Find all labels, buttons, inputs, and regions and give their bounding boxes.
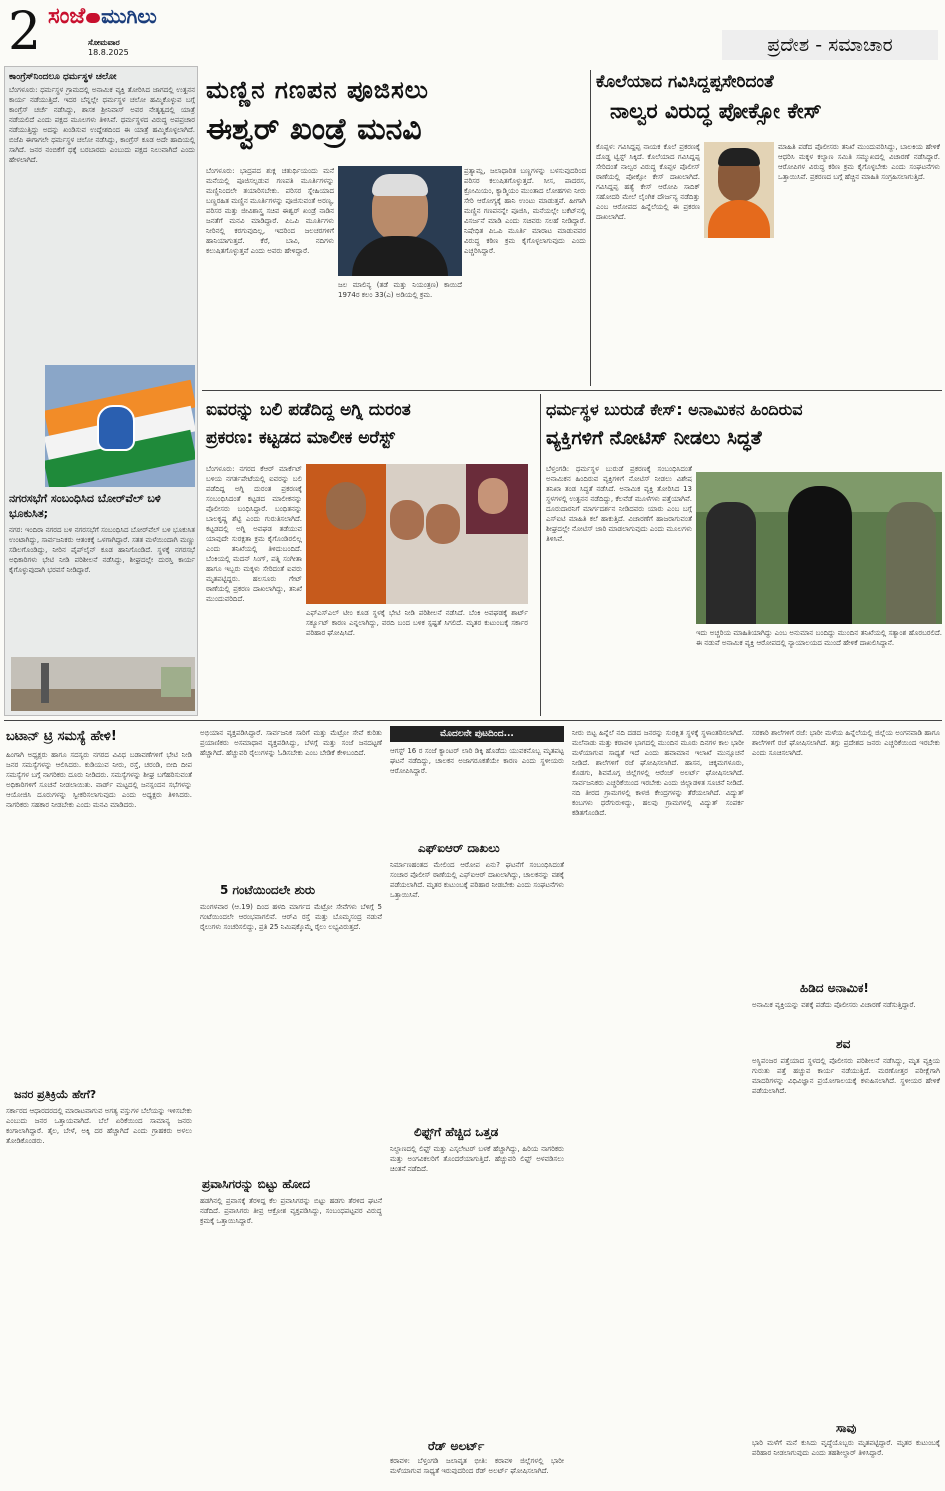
- subhead-tourists-left: ಪ್ರವಾಸಿಗರನ್ನು ಬಿಟ್ಟು ಹೋದ: [202, 1177, 311, 1191]
- headline-fire-line1: ಐವರನ್ನು ಬಲಿ ಪಡೆದಿದ್ದ ಅಗ್ನಿ ದುರಂತ: [206, 400, 411, 420]
- story-pocso-body-right: ಮಾಹಿತಿ ಪಡೆದ ಪೊಲೀಸರು ತನಿಖೆ ಮುಂದುವರಿಸಿದ್ದು, ಬಾಲಕಿಯ ಹೇಳಿಕೆ ಆಧರಿಸಿ ಮಕ್ಕಳ ಕಲ್ಯಾಣ ಸಮಿತಿ ಸಮ್ಮುಖದಲ್ಲಿ ವಿಚಾರಣೆ ನಡೆಸಿದ್ದಾರೆ. ಆರೋಪಿಗಳ ವಿರುದ್ಧ ಕಠಿಣ ಕ್ರಮ ಕೈಗೊಳ್ಳಬೇಕು ಎಂದು ಸಂಘಟನೆಗಳು ಒತ್ತಾಯಿಸಿವೆ. ಪ್ರಕರಣದ ಬಗ್ಗೆ ಹೆಚ್ಚಿನ ಮಾಹಿತಿ ಸಂಗ್ರಹಿಸಲಾಗುತ್ತಿದೆ.: [778, 143, 940, 181]
- story-lift-body: ನಿಲ್ದಾಣದಲ್ಲಿ ಲಿಫ್ಟ್ ಮತ್ತು ಎಸ್ಕಲೇಟರ್ ಬಳಕೆ ಹೆಚ್ಚಾಗಿದ್ದು, ಹಿರಿಯ ನಾಗರಿಕರು ಮತ್ತು ಅಂಗವಿಕಲರಿಗೆ ತೊಂದರೆಯಾಗುತ್ತಿದೆ. ಹೆಚ್ಚುವರಿ ಲಿಫ್ಟ್ ಅಳವಡಿಸಲು ಚಿಂತನೆ ನಡೆದಿದೆ.: [390, 1145, 564, 1173]
- headline-fire-line2: ಪ್ರಕರಣ: ಕಟ್ಟಡದ ಮಾಲೀಕ ಅರೆಸ್ಟ್: [206, 428, 395, 448]
- story-rain-body: ನೀರು ಬಿಟ್ಟ ಹಿನ್ನೆಲೆ ನದಿ ದಡದ ಜನರನ್ನು ಸುರಕ್ಷಿತ ಸ್ಥಳಕ್ಕೆ ಸ್ಥಳಾಂತರಿಸಲಾಗಿದೆ. ಮಲೆನಾಡು ಮತ್ತು ಕರಾವಳಿ ಭಾಗದಲ್ಲಿ ಮುಂದಿನ ಮೂರು ದಿನಗಳ ಕಾಲ ಭಾರೀ ಮಳೆಯಾಗುವ ಸಾಧ್ಯತೆ ಇದೆ ಎಂದು ಹವಾಮಾನ ಇಲಾಖೆ ಮುನ್ಸೂಚನೆ ನೀಡಿದೆ. ಶಾಲೆಗಳಿಗೆ ರಜೆ ಘೋಷಿಸಲಾಗಿದೆ. ಹಾಸನ, ಚಿಕ್ಕಮಗಳೂರು, ಕೊಡಗು, ಶಿವಮೊಗ್ಗ ಜಿಲ್ಲೆಗಳಲ್ಲಿ ಆರೆಂಜ್ ಅಲರ್ಟ್ ಘೋಷಿಸಲಾಗಿದೆ. ಸಾರ್ವಜನಿಕರು ಎಚ್ಚರಿಕೆಯಿಂದ ಇರಬೇಕು ಎಂದು ಜಿಲ್ಲಾಡಳಿತ ಸೂಚನೆ ನೀಡಿದೆ. ನದಿ ತೀರದ ಗ್ರಾಮಗಳಲ್ಲಿ ಕಾಳಜಿ ಕೇಂದ್ರಗಳನ್ನು ತೆರೆಯಲಾಗಿದೆ. ವಿದ್ಯುತ್ ಕಂಬಗಳು ಧರೆಗುರುಳಿದ್ದು, ಹಲವು ಗ್ರಾಮಗಳಲ್ಲಿ ವಿದ್ಯುತ್ ಸಂಪರ್ಕ ಕಡಿತಗೊಂಡಿದೆ.: [572, 729, 744, 817]
- headline-congress-chalo: ಕಾಂಗ್ರೆಸ್‌ನಿಂದಲೂ ಧರ್ಮಸ್ಥಳ ಚಲೋ: [9, 72, 117, 82]
- subhead-fir: ಎಫ್‌ಐಆರ್ ದಾಖಲು: [418, 841, 500, 855]
- story-fire-tragedy: [202, 394, 538, 716]
- story-skull-body-cont: ಇದು ಅಚ್ಚರಿಯ ಮಾಹಿತಿಯಾಗಿದ್ದು ಎಂಬ ಅನುಮಾನ ಬಂದಿದ್ದು ಮುಂದಿನ ತನಿಖೆಯಲ್ಲಿ ಸತ್ಯಾಂಶ ಹೊರಬರಲಿದೆ. ಈ ನಡುವೆ ಅನಾಮಿಕ ವ್ಯಕ್ತಿ ಆರೋಪದಲ್ಲಿ ನ್ಯಾಯಾಲಯದ ಮುಂದೆ ಹೇಳಿಕೆ ದಾಖಲಿಸಿದ್ದಾನೆ.: [696, 629, 942, 647]
- story-pocso-body-left: ಕೊಪ್ಪಳ: ಗವಿಸಿದ್ದಪ್ಪ ನಾಯಕ ಕೊಲೆ ಪ್ರಕರಣಕ್ಕೆ ದೊಡ್ಡ ಟ್ವಿಸ್ಟ್ ಸಿಕ್ಕಿದೆ. ಕೊಲೆಯಾದ ಗವಿಸಿದ್ದಪ್ಪ ಸೇರಿದಂತೆ ನಾಲ್ವರ ವಿರುದ್ಧ ಕೊಪ್ಪಳ ಪೊಲೀಸ್ ಠಾಣೆಯಲ್ಲಿ ಪೋಕ್ಸೋ ಕೇಸ್ ದಾಖಲಾಗಿದೆ. ಗವಿಸಿದ್ದಪ್ಪ ಹತ್ಯೆ ಕೇಸ್ ಆರೋಪಿ ಸಾದಿಕ್ ಸಹೋದರಿ ಮೇಲೆ ಲೈಂಗಿಕ ದೌರ್ಜನ್ಯ ನಡೆದಿತ್ತು ಎಂಬ ಆರೋಪದ ಹಿನ್ನೆಲೆಯಲ್ಲಿ ಈ ಪ್ರಕರಣ ದಾಖಲಾಗಿದೆ.: [596, 143, 700, 221]
- headline-pocso-line1: ಕೊಲೆಯಾದ ಗವಿಸಿದ್ದಪ್ಪಸೇರಿದಂತೆ: [596, 72, 774, 92]
- subhead-body: ಶವ: [836, 1037, 851, 1051]
- story-borewell: ನಗರ: ಇಂದಿರಾ ನಗರದ ಬಳಿ ನಗರಸಭೆಗೆ ಸಂಬಂಧಿಸಿದ ಬೋರ್‌ವೆಲ್ ಬಳಿ ಭೂಕುಸಿತ ಉಂಟಾಗಿದ್ದು, ಸಾರ್ವಜನಿಕರು ಆತಂಕಕ್ಕೆ ಒಳಗಾಗಿದ್ದಾರೆ. ಸತತ ಮಳೆಯಿಂದಾಗಿ ಮಣ್ಣು ಸಡಿಲಗೊಂಡಿದ್ದು, ನೀರಿನ ಪೈಪ್‌ಲೈನ್ ಕೂಡ ಹಾನಿಗೊಂಡಿದೆ. ಸ್ಥಳಕ್ಕೆ ನಗರಸಭೆ ಅಧಿಕಾರಿಗಳು ಭೇಟಿ ನೀಡಿ ಪರಿಶೀಲನೆ ನಡೆಸಿದ್ದು, ಶೀಘ್ರದಲ್ಲೇ ದುರಸ್ತಿ ಕಾರ್ಯ ಕೈಗೊಳ್ಳುವುದಾಗಿ ಭರವಸೆ ನೀಡಿದ್ದಾರೆ.: [9, 526, 195, 574]
- bottom-divider: [4, 720, 942, 721]
- subhead-red-alert: ರೆಡ್ ಅಲರ್ಟ್: [428, 1439, 485, 1453]
- issue-date: 18.8.2025: [88, 48, 129, 57]
- page-number: 2: [8, 2, 42, 62]
- headline-clay-ganesha-line2: ಈಶ್ವರ್ ಖಂಡ್ರೆ ಮನವಿ: [206, 112, 422, 147]
- headline-problem: ಬಟಾನ್ ಟ್ರಿ ಸಮಸ್ಯೆ ಹೇಳಿ!: [6, 729, 117, 744]
- masthead: [0, 0, 945, 68]
- brand-name-part1: ಸಂಜೆ: [48, 4, 86, 29]
- story-fire-body: ಬೆಂಗಳೂರು: ನಗರದ ಕೆಆರ್ ಮಾರ್ಕೆಟ್ ಬಳಿಯ ನಗರ್ತಪೇಟೆಯಲ್ಲಿ ಐವರನ್ನು ಬಲಿ ಪಡೆದಿದ್ದ ಅಗ್ನಿ ದುರಂತ ಪ್ರಕರಣಕ್ಕೆ ಸಂಬಂಧಿಸಿದಂತೆ ಕಟ್ಟಡದ ಮಾಲೀಕನನ್ನು ಪೊಲೀಸರು ಬಂಧಿಸಿದ್ದಾರೆ. ಬಂಧಿತನನ್ನು ಬಾಲಕೃಷ್ಣ ಶೆಟ್ಟಿ ಎಂದು ಗುರುತಿಸಲಾಗಿದೆ. ಕಟ್ಟಡದಲ್ಲಿ ಅಗ್ನಿ ಅವಘಡ ತಡೆಯುವ ಯಾವುದೇ ಸುರಕ್ಷತಾ ಕ್ರಮ ಕೈಗೊಂಡಿರಲಿಲ್ಲ ಎಂದು ತನಿಖೆಯಲ್ಲಿ ತಿಳಿದುಬಂದಿದೆ. ಬೆಂಕಿಯಲ್ಲಿ ಮದನ್ ಸಿಂಗ್, ಪತ್ನಿ ಸಂಗೀತಾ ಹಾಗೂ ಇಬ್ಬರು ಮಕ್ಕಳು ಸೇರಿದಂತೆ ಐವರು ಮೃತಪಟ್ಟಿದ್ದರು. ಹಲಸೂರು ಗೇಟ್ ಠಾಣೆಯಲ್ಲಿ ಪ್ರಕರಣ ದಾಖಲಾಗಿದ್ದು, ತನಿಖೆ ಮುಂದುವರಿದಿದೆ.: [206, 465, 302, 603]
- horizontal-divider: [202, 390, 942, 391]
- bottom-column-4: [570, 724, 746, 1488]
- subhead-anonymous: ಹಿಡಿದ ಅನಾಮಿಕ!: [800, 981, 869, 995]
- story-fir-body: ನಿರ್ಮಾಣಹಂತದ ಮೇಲಿಂದ ಆರೋಪ ಏನು? ಘಟನೆಗೆ ಸಂಬಂಧಿಸಿದಂತೆ ಸಂಚಾರ ಪೊಲೀಸ್ ಠಾಣೆಯಲ್ಲಿ ಎಫ್‌ಐಆರ್ ದಾಖಲಾಗಿದ್ದು, ಚಾಲಕನನ್ನು ವಶಕ್ಕೆ ಪಡೆಯಲಾಗಿದೆ. ಮೃತರ ಕುಟುಂಬಕ್ಕೆ ಪರಿಹಾರ ನೀಡಬೇಕು ಎಂದು ಸಂಘಟನೆಗಳು ಒತ್ತಾಯಿಸಿವೆ.: [390, 861, 564, 899]
- headline-clay-ganesha-line1: ಮಣ್ಣಿನ ಗಣಪನ ಪೂಜಿಸಲು: [206, 76, 429, 104]
- brand-name-part2: ಮುಗಿಲು: [101, 4, 157, 28]
- investigation-photo: [696, 472, 942, 624]
- story-problem-body: ಹಿಂಗಾಗಿ ಅಧ್ಯಕ್ಷರು ಹಾಗೂ ಸದಸ್ಯರು ನಗರದ ವಿವಿಧ ಬಡಾವಣೆಗಳಿಗೆ ಭೇಟಿ ನೀಡಿ ಜನರ ಸಮಸ್ಯೆಗಳನ್ನು ಆಲಿಸಿದರು. ಕುಡಿಯುವ ನೀರು, ರಸ್ತೆ, ಚರಂಡಿ, ಬೀದಿ ದೀಪ ಸಮಸ್ಯೆಗಳ ಬಗ್ಗೆ ನಾಗರಿಕರು ದೂರು ನೀಡಿದರು. ಸಮಸ್ಯೆಗಳನ್ನು ಶೀಘ್ರ ಬಗೆಹರಿಸುವಂತೆ ಅಧಿಕಾರಿಗಳಿಗೆ ಸೂಚನೆ ನೀಡಲಾಯಿತು. ವಾರ್ಡ್ ಮಟ್ಟದಲ್ಲಿ ಜನಸ್ಪಂದನ ಸಭೆಗಳನ್ನು ಆಯೋಜಿಸಿ ದೂರುಗಳನ್ನು ಸ್ವೀಕರಿಸಲಾಗುವುದು ಎಂದು ಅಧ್ಯಕ್ಷರು ತಿಳಿಸಿದರು. ನಾಗರಿಕರು ಸಹಕಾರ ನೀಡಬೇಕು ಎಂದು ಮನವಿ ಮಾಡಿದರು.: [6, 751, 192, 809]
- bottom-column-5: [750, 724, 942, 1488]
- cloud-icon: [86, 13, 100, 23]
- bottom-column-1: [4, 724, 194, 1488]
- column-divider: [590, 70, 591, 386]
- borewell-photo: [11, 657, 195, 711]
- issue-day: ಸೋಮವಾರ: [88, 38, 120, 47]
- story-red-alert-body: ಕರಾವಳಿ: ಬೆಳ್ತಂಗಡಿ ಜಲಾವೃತ ಭೀತಿ: ಕರಾವಳಿ ಜಿಲ್ಲೆಗಳಲ್ಲಿ ಭಾರೀ ಮಳೆಯಾಗುವ ಸಾಧ್ಯತೆ ಇರುವುದರಿಂದ ರೆಡ್ ಅಲರ್ಟ್ ಘೋಷಿಸಲಾಗಿದೆ.: [390, 1457, 564, 1475]
- headline-borewell: ನಗರಸಭೆಗೆ ಸಂಬಂಧಿಸಿದ ಬೋರ್‌ವೆಲ್ ಬಳಿ ಭೂಕುಸಿತ;: [9, 492, 161, 520]
- left-column: [4, 66, 198, 716]
- story-school-holiday: ಸರಕಾರಿ ಶಾಲೆಗಳಿಗೆ ರಜೆ: ಭಾರೀ ಮಳೆಯ ಹಿನ್ನೆಲೆಯಲ್ಲಿ ಜಿಲ್ಲೆಯ ಅಂಗನವಾಡಿ ಹಾಗೂ ಶಾಲೆಗಳಿಗೆ ರಜೆ ಘೋಷಿಸಲಾಗಿದೆ. ತಗ್ಗು ಪ್ರದೇಶದ ಜನರು ಎಚ್ಚರಿಕೆಯಿಂದ ಇರಬೇಕು ಎಂದು ಸೂಚಿಸಲಾಗಿದೆ.: [752, 729, 940, 757]
- story-congress-chalo: ಬೆಂಗಳೂರು: ಧರ್ಮಸ್ಥಳ ಗ್ರಾಮದಲ್ಲಿ ಅನಾಮಿಕ ವ್ಯಕ್ತಿ ತೋರಿಸಿದ ಜಾಗದಲ್ಲಿ ಉತ್ಖನನ ಕಾರ್ಯ ನಡೆಯುತ್ತಿದೆ. ಇದರ ಬೆನ್ನಲ್ಲೇ ಧರ್ಮಸ್ಥಳ ಚಲೋ ಹಮ್ಮಿಕೊಳ್ಳುವ ಬಗ್ಗೆ ಕಾಂಗ್ರೆಸ್ ಚರ್ಚೆ ನಡೆಸಿದ್ದು, ಶಾಸಕ ಶ್ರೀನಿವಾಸ್ ಅವರ ನೇತೃತ್ವದಲ್ಲಿ ಯಾತ್ರೆ ನಡೆಯಲಿದೆ ಎಂದು ಪಕ್ಷದ ಮೂಲಗಳು ತಿಳಿಸಿವೆ. ಧರ್ಮಸ್ಥಳದ ವಿರುದ್ಧ ಅಪಪ್ರಚಾರ ನಡೆಯುತ್ತಿದ್ದು ಅದನ್ನು ಖಂಡಿಸುವ ಉದ್ದೇಶದಿಂದ ಈ ಯಾತ್ರೆ ಹಮ್ಮಿಕೊಳ್ಳಲಾಗಿದೆ. ಬಿಜೆಪಿ ಈಗಾಗಲೇ ಧರ್ಮಸ್ಥಳ ಚಲೋ ನಡೆಸಿದ್ದು, ಕಾಂಗ್ರೆಸ್ ಕೂಡ ಅದೇ ಹಾದಿಯಲ್ಲಿ ಸಾಗಿದೆ. ಜನರ ನಂಬಿಕೆಗೆ ಧಕ್ಕೆ ಬರಬಾರದು ಎಂಬುದು ಪಕ್ಷದ ನಿಲುವಾಗಿದೆ ಎಂದು ಹೇಳಲಾಗಿದೆ.: [9, 86, 195, 164]
- headline-skull-line2: ವ್ಯಕ್ತಿಗಳಿಗೆ ನೋಟಿಸ್ ನೀಡಲು ಸಿದ್ಧತೆ: [546, 427, 762, 449]
- bottom-column-2: [198, 724, 384, 1488]
- subhead-public-response: ಜನರ ಪ್ರತಿಕ್ರಿಯೆ ಹೇಗೆ?: [14, 1088, 97, 1101]
- story-accident-body: ಆಗಸ್ಟ್ 16 ರ ಸಂಜೆ ಕ್ಯಾಂಟರ್ ಲಾರಿ ಡಿಕ್ಕಿ ಹೊಡೆದು ಯುವಕನೊಬ್ಬ ಮೃತಪಟ್ಟ ಘಟನೆ ನಡೆದಿದ್ದು, ಚಾಲಕನ ಅಜಾಗರೂಕತೆಯೇ ಕಾರಣ ಎಂದು ಸ್ಥಳೀಯರು ಆರೋಪಿಸಿದ್ದಾರೆ.: [390, 747, 564, 775]
- bottom-column-3: [388, 724, 566, 1488]
- subhead-5am-start: 5 ಗಂಟೆಯಿಂದಲೇ ಶುರು: [220, 883, 316, 897]
- story-tourists-body: ಹಡಗಿನಲ್ಲಿ ಪ್ರವಾಸಕ್ಕೆ ತೆರಳಿದ್ದ ಕೆಲ ಪ್ರವಾಸಿಗರನ್ನು ಬಿಟ್ಟು ಹಡಗು ತೆರಳಿದ ಘಟನೆ ನಡೆದಿದೆ. ಪ್ರವಾಸಿಗರು ತೀವ್ರ ಆಕ್ರೋಶ ವ್ಯಕ್ತಪಡಿಸಿದ್ದು, ಸಂಬಂಧಪಟ್ಟವರ ವಿರುದ್ಧ ಕ್ರಮಕ್ಕೆ ಒತ್ತಾಯಿಸಿದ್ದಾರೆ.: [200, 1197, 382, 1225]
- story-anonymous-body: ಅನಾಮಿಕ ವ್ಯಕ್ತಿಯನ್ನು ವಶಕ್ಕೆ ಪಡೆದು ಪೊಲೀಸರು ವಿಚಾರಣೆ ನಡೆಸುತ್ತಿದ್ದಾರೆ.: [752, 1001, 916, 1009]
- column-divider-2: [540, 394, 541, 716]
- story-clay-ganesha: [202, 66, 588, 388]
- story-clay-ganesha-body-right: ಪ್ರತ್ಯಾಮ್ಲ, ಜಲಾಧಾರಿತ ಬಣ್ಣಗಳನ್ನು ಬಳಸುವುದರಿಂದ ಪರಿಸರ ಕಲುಷಿತಗೊಳ್ಳುತ್ತದೆ. ಸೀಸ, ಪಾದರಸ, ಕ್ರೋಮಿಯಂ, ಕ್ಯಾಡ್ಮಿಯಂ ಮುಂತಾದ ಲೋಹಗಳು ನೀರು ಸೇರಿ ಆರೋಗ್ಯಕ್ಕೆ ಹಾನಿ ಉಂಟು ಮಾಡುತ್ತವೆ. ಹೀಗಾಗಿ ಮಣ್ಣಿನ ಗಣಪನನ್ನೇ ಪೂಜಿಸಿ, ಮನೆಯಲ್ಲೇ ಬಕೆಟ್‌ನಲ್ಲಿ ವಿಸರ್ಜನೆ ಮಾಡಿ ಎಂದು ಸಚಿವರು ಸಲಹೆ ನೀಡಿದ್ದಾರೆ. ನಿಷೇಧಿತ ಪಿಒಪಿ ಮೂರ್ತಿ ಮಾರಾಟ ಮಾಡುವವರ ವಿರುದ್ಧ ಕಠಿಣ ಕ್ರಮ ಕೈಗೊಳ್ಳಲಾಗುವುದು ಎಂದು ಎಚ್ಚರಿಸಿದ್ದಾರೆ.: [464, 167, 586, 255]
- subhead-death: ಸಾವು: [836, 1421, 857, 1435]
- subhead-lift-pressure: ಲಿಫ್ಟ್‌ಗೆ ಹೆಚ್ಚಿದ ಒತ್ತಡ: [414, 1125, 499, 1139]
- brand-logo: [48, 4, 198, 42]
- congress-flag-photo: [45, 365, 195, 487]
- story-dharmasthala-skull: [544, 394, 942, 716]
- story-pocso-case: [594, 66, 942, 388]
- continued-banner: [390, 726, 564, 742]
- eshwar-khandre-photo: [338, 166, 462, 276]
- story-death-body: ಭಾರಿ ಮಳೆಗೆ ಮನೆ ಕುಸಿದು ವೃದ್ಧೆಯೊಬ್ಬರು ಮೃತಪಟ್ಟಿದ್ದಾರೆ. ಮೃತರ ಕುಟುಂಬಕ್ಕೆ ಪರಿಹಾರ ನೀಡಲಾಗುವುದು ಎಂದು ತಹಶೀಲ್ದಾರ್ ತಿಳಿಸಿದ್ದಾರೆ.: [752, 1439, 940, 1457]
- story-fire-body-cont: ಎಫ್‌ಎಸ್‌ಎಲ್ ಟೀಂ ಕೂಡ ಸ್ಥಳಕ್ಕೆ ಭೇಟಿ ನೀಡಿ ಪರಿಶೀಲನೆ ನಡೆಸಿದೆ. ಬೆಂಕಿ ಅವಘಡಕ್ಕೆ ಶಾರ್ಟ್ ಸರ್ಕ್ಯೂಟ್ ಕಾರಣ ಎನ್ನಲಾಗಿದ್ದು, ವರದಿ ಬಂದ ಬಳಿಕ ಸ್ಪಷ್ಟತೆ ಸಿಗಲಿದೆ. ಮೃತರ ಕುಟುಂಬಕ್ಕೆ ಸರ್ಕಾರ ಪರಿಹಾರ ಘೋಷಿಸಿದೆ.: [306, 609, 528, 637]
- headline-skull-line1: ಧರ್ಮಸ್ಥಳ ಬುರುಡೆ ಕೇಸ್: ಅನಾಮಿಕನ ಹಿಂದಿರುವ: [546, 400, 803, 419]
- photo-caption: ಜಲ ಮಾಲಿನ್ಯ (ತಡೆ ಮತ್ತು ನಿಯಂತ್ರಣ) ಕಾಯಿದೆ 1974ರ ಕಲಂ 33(ಎ) ಅಡಿಯಲ್ಲಿ ಕ್ರಮ.: [338, 281, 462, 299]
- continued-banner-text: ಮೊದಲನೇ ಪುಟದಿಂದ...: [440, 729, 514, 739]
- gavisiddappa-photo: [704, 142, 774, 238]
- story-public-response: ಸರ್ಕಾರದ ಆಧಾರದರದಲ್ಲಿ ಮಾರಾಟವಾಗುವ ಅಗತ್ಯ ವಸ್ತುಗಳ ಬೆಲೆಯನ್ನು ಇಳಿಸಬೇಕು ಎಂಬುದು ಜನರ ಒತ್ತಾಯವಾಗಿದೆ. ಬೆಲೆ ಏರಿಕೆಯಿಂದ ಸಾಮಾನ್ಯ ಜನರು ಕಂಗಾಲಾಗಿದ್ದಾರೆ. ತೈಲ, ಬೇಳೆ, ಅಕ್ಕಿ ದರ ಹೆಚ್ಚಾಗಿದೆ ಎಂದು ಗ್ರಾಹಕರು ಅಳಲು ತೋಡಿಕೊಂಡರು.: [6, 1107, 192, 1145]
- story-body-found: ಅಸ್ಥಿಪಂಜರ ಪತ್ತೆಯಾದ ಸ್ಥಳದಲ್ಲಿ ಪೊಲೀಸರು ಪರಿಶೀಲನೆ ನಡೆಸಿದ್ದು, ಮೃತ ವ್ಯಕ್ತಿಯ ಗುರುತು ಪತ್ತೆ ಹಚ್ಚುವ ಕಾರ್ಯ ನಡೆಯುತ್ತಿದೆ. ಮರಣೋತ್ತರ ಪರೀಕ್ಷೆಗಾಗಿ ಮಾದರಿಗಳನ್ನು ವಿಧಿವಿಜ್ಞಾನ ಪ್ರಯೋಗಾಲಯಕ್ಕೆ ಕಳುಹಿಸಲಾಗಿದೆ. ಸ್ಥಳೀಯರ ಹೇಳಿಕೆ ಪಡೆಯಲಾಗಿದೆ.: [752, 1057, 940, 1095]
- story-metro-body: ಅಭಿಯಾನ ವ್ಯಕ್ತಪಡಿಸಿದ್ದಾರೆ. ಸಾರ್ವಜನಿಕ ಸಾರಿಗೆ ಮತ್ತು ಮೆಟ್ರೋ ಸೇವೆ ಕುರಿತು ಪ್ರಯಾಣಿಕರು ಅಸಮಾಧಾನ ವ್ಯಕ್ತಪಡಿಸಿದ್ದು, ಬೆಳಗ್ಗೆ ಮತ್ತು ಸಂಜೆ ಜನದಟ್ಟಣೆ ಹೆಚ್ಚಾಗಿದೆ. ಹೆಚ್ಚುವರಿ ರೈಲುಗಳನ್ನು ಓಡಿಸಬೇಕು ಎಂಬ ಬೇಡಿಕೆ ಕೇಳಿಬಂದಿದೆ.: [200, 729, 382, 757]
- headline-pocso-line2: ನಾಲ್ವರ ವಿರುದ್ಧ ಪೋಕ್ಸೋ ಕೇಸ್: [610, 99, 822, 123]
- story-clay-ganesha-body-left: ಬೆಂಗಳೂರು: ಭಾದ್ರಪದ ಶುಕ್ಲ ಚತುರ್ಥಿಯಂದು ಮನೆ ಮನೆಯಲ್ಲಿ ಪೂಜಿಸಲ್ಪಡುವ ಗಣಪತಿ ಮೂರ್ತಿಗಳನ್ನು ಮಣ್ಣಿನಿಂದಲೇ ತಯಾರಿಸಬೇಕು. ಪರಿಸರ ಸ್ನೇಹಿಯಾದ ಬಣ್ಣರಹಿತ ಮಣ್ಣಿನ ಮೂರ್ತಿಗಳನ್ನು ಪೂಜಿಸುವಂತೆ ಅರಣ್ಯ, ಪರಿಸರ ಮತ್ತು ಜೀವಿಶಾಸ್ತ್ರ ಸಚಿವ ಈಶ್ವರ್ ಖಂಡ್ರೆ ನಾಡಿನ ಜನತೆಗೆ ಮನವಿ ಮಾಡಿದ್ದಾರೆ. ಪಿಒಪಿ ಮೂರ್ತಿಗಳು ನೀರಿನಲ್ಲಿ ಕರಗುವುದಿಲ್ಲ, ಇದರಿಂದ ಜಲಚರಗಳಿಗೆ ಹಾನಿಯಾಗುತ್ತದೆ. ಕೆರೆ, ಬಾವಿ, ನದಿಗಳು ಕಲುಷಿತಗೊಳ್ಳುತ್ತವೆ ಎಂದು ಅವರು ಹೇಳಿದ್ದಾರೆ.: [206, 167, 334, 255]
- fire-victims-photo: [306, 464, 528, 604]
- story-skull-body: ಬೆಳ್ತಂಗಡಿ: ಧರ್ಮಸ್ಥಳ ಬುರುಡೆ ಪ್ರಕರಣಕ್ಕೆ ಸಂಬಂಧಿಸಿದಂತೆ ಅನಾಮಿಕನ ಹಿಂದಿರುವ ವ್ಯಕ್ತಿಗಳಿಗೆ ನೋಟಿಸ್ ನೀಡಲು ವಿಶೇಷ ತನಿಖಾ ತಂಡ ಸಿದ್ಧತೆ ನಡೆಸಿದೆ. ಅನಾಮಿಕ ವ್ಯಕ್ತಿ ತೋರಿಸಿದ 13 ಸ್ಥಳಗಳಲ್ಲಿ ಉತ್ಖನನ ನಡೆದಿದ್ದು, ಕೆಲವೆಡೆ ಮೂಳೆಗಳು ಪತ್ತೆಯಾಗಿವೆ. ದೂರುದಾರನಿಗೆ ಮಾರ್ಗದರ್ಶನ ನೀಡಿದವರು ಯಾರು ಎಂಬ ಬಗ್ಗೆ ಎಸ್ಐಟಿ ಮಾಹಿತಿ ಕಲೆ ಹಾಕುತ್ತಿದೆ. ವಿಚಾರಣೆಗೆ ಹಾಜರಾಗುವಂತೆ ಶೀಘ್ರದಲ್ಲೇ ನೋಟಿಸ್ ಜಾರಿ ಮಾಡಲಾಗುವುದು ಎಂದು ಮೂಲಗಳು ತಿಳಿಸಿವೆ.: [546, 465, 692, 543]
- story-5am-body: ಮಂಗಳವಾರ (ಆ.19) ದಿಂದ ಹಳದಿ ಮಾರ್ಗದ ಮೆಟ್ರೋ ಸೇವೆಗಳು ಬೆಳಿಗ್ಗೆ 5 ಗಂಟೆಯಿಂದಲೇ ಆರಂಭವಾಗಲಿವೆ. ಆರ್‌ವಿ ರಸ್ತೆ ಮತ್ತು ಬೊಮ್ಮಸಂದ್ರ ನಡುವೆ ರೈಲುಗಳು ಸಂಚರಿಸಲಿದ್ದು, ಪ್ರತಿ 25 ನಿಮಿಷಕ್ಕೊಮ್ಮೆ ರೈಲು ಲಭ್ಯವಿರುತ್ತದೆ.: [200, 903, 382, 931]
- hand-symbol-icon: [97, 405, 135, 451]
- section-title: ಪ್ರದೇಶ - ಸಮಾಚಾರ: [722, 30, 938, 60]
